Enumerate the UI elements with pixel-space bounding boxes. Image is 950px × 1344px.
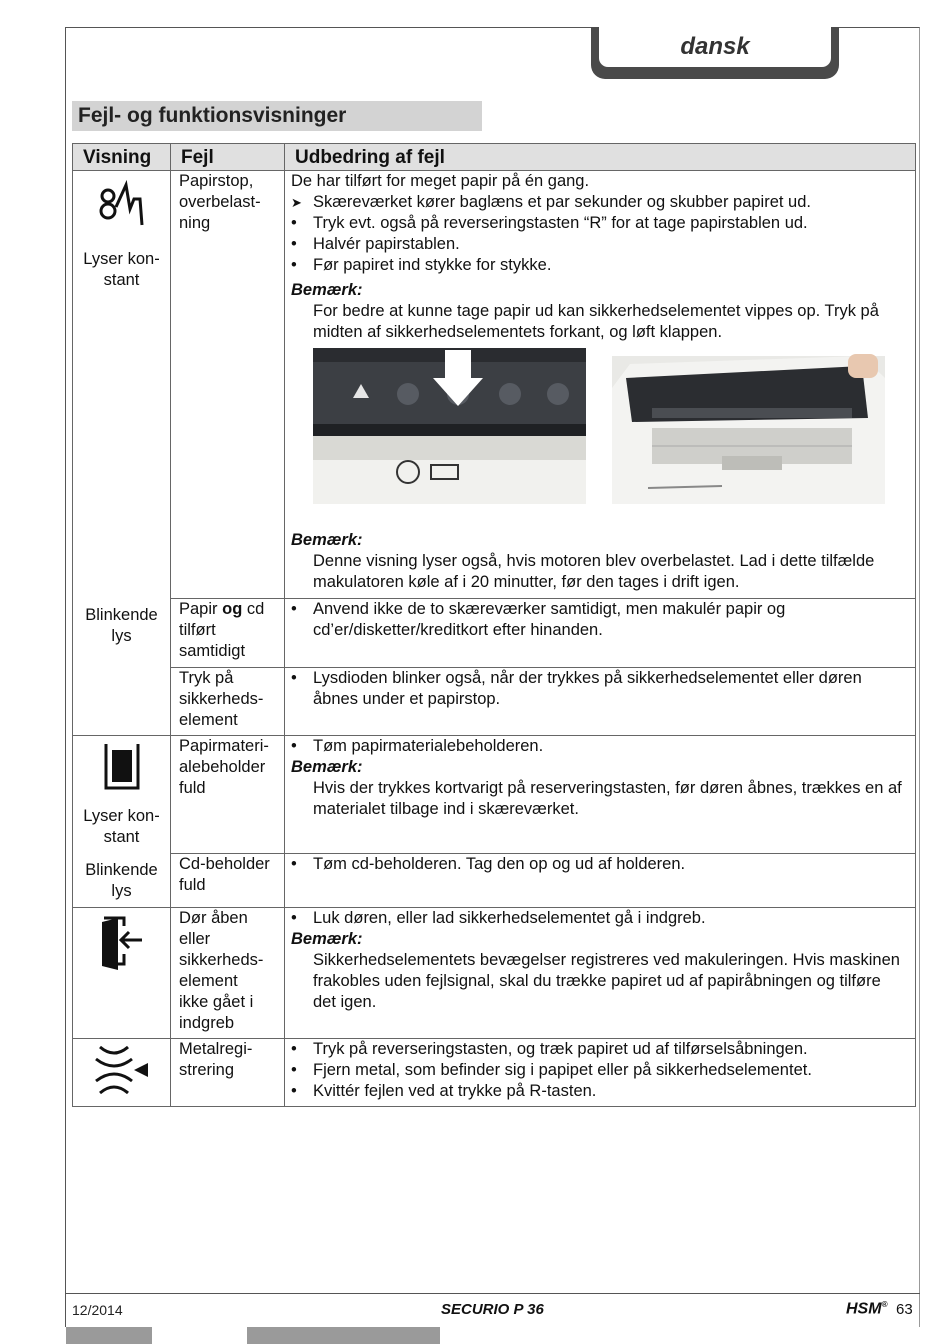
remedy-cell-cd: [285, 854, 916, 908]
table-row: [73, 854, 916, 908]
remedy-step: ➤ Skæreværket kører baglæns et par sekunder og skubber papiret ud.: [291, 192, 907, 213]
display-cell-metal: [73, 1039, 171, 1107]
note-label: Bemærk:: [291, 531, 363, 549]
note-label: Bemærk:: [291, 930, 363, 948]
language-tab-label: [599, 27, 831, 67]
footer-bar-left: [66, 1327, 152, 1344]
list-item: • Tøm cd-beholderen. Tag den op og ud af holderen.: [291, 854, 907, 875]
remedy-cell-metal: [285, 1039, 916, 1107]
list-item: • Kvittér fejlen ved at trykke på R-tasten.: [291, 1081, 907, 1102]
table-row: [73, 171, 916, 599]
footer-bar-middle: [247, 1327, 440, 1344]
list-item: • Fjern metal, som befinder sig i papipet eller på sikkerhedselementet.: [291, 1060, 907, 1081]
bin-full-icon: [102, 742, 142, 790]
error-cell-simultaneous: Papir og cd tilført samtidigt: [171, 599, 285, 668]
table-row: [73, 1039, 916, 1107]
table-row: [73, 908, 916, 1039]
state-label: Lyser kon- stant: [83, 807, 160, 846]
footer-model: SECURIO P 36: [441, 1301, 544, 1318]
error-cell-safety: Tryk på sikkerheds- element: [171, 668, 285, 736]
list-item: • Luk døren, eller lad sikkerhedselementet gå i indgreb.: [291, 908, 907, 929]
page-footer: [66, 1293, 920, 1328]
error-cell-door: Dør åben eller sikkerheds- element ikke gået i indgreb: [171, 908, 285, 1039]
header-fejl: Fejl: [171, 144, 285, 171]
table-row: [73, 599, 916, 668]
error-cell-metal: Metalregi- strering: [171, 1039, 285, 1107]
remedy-intro: De har tilført for meget papir på én gang.: [291, 172, 590, 190]
footer-page-number: 63: [896, 1301, 913, 1318]
note-text: Denne visning lyser også, hvis motoren blev overbelastet. Lad i dette tilfælde makulatoren køle af i 20 minutter, før den tages i drift igen.: [313, 552, 875, 591]
header-udbedring: Udbedring af fejl: [285, 144, 916, 171]
list-item: • Anvend ikke de to skæreværker samtidigt, men makulér papir og cd’er/disketter/kreditkort efter hinanden.: [291, 599, 907, 641]
list-item: • Tøm papirmaterialebeholderen.: [291, 736, 907, 757]
control-panel-photo: [313, 348, 586, 504]
remedy-cell-door: [285, 908, 916, 1039]
table-row: [73, 736, 916, 854]
safety-flap-photo: [612, 348, 885, 504]
display-cell-paperjam: [73, 171, 171, 736]
error-cell-paperjam: Papirstop, overbelast- ning: [171, 171, 285, 599]
table-row: [73, 668, 916, 736]
note-text: Sikkerhedselementets bevægelser registreres ved makuleringen. Hvis maskinen frakobles uden fejlsignal, skal du trække papiret ud af papiråbningen og tilføre det igen.: [313, 951, 900, 1011]
metal-detection-icon: [94, 1043, 150, 1095]
remedy-list: [291, 213, 907, 276]
error-table: [72, 143, 916, 1107]
section-title: Fejl- og funktionsvisninger: [72, 101, 482, 131]
list-item: • Lysdioden blinker også, når der trykkes på sikkerhedselementet eller døren åbnes under et papirstop.: [291, 668, 907, 710]
remedy-cell-simultaneous: [285, 599, 916, 668]
language-label: dansk: [680, 33, 750, 60]
remedy-cell-bin: [285, 736, 916, 854]
remedy-cell-safety: [285, 668, 916, 736]
table-header-row: [73, 144, 916, 171]
list-item: • Tryk evt. også på reverseringstasten “R” for at tage papirstablen ud.: [291, 213, 907, 234]
remedy-cell-paperjam: [285, 171, 916, 599]
state-label: Lyser kon- stant: [83, 250, 160, 289]
note-label: Bemærk:: [291, 758, 363, 776]
footer-brand: HSM®: [846, 1300, 888, 1318]
state-label-blink: Blinkende lys: [85, 861, 158, 900]
note-text: Hvis der trykkes kortvarigt på reserveringstasten, før døren åbnes, trækkes en af materialet tilbage ind i skæreværket.: [313, 779, 902, 818]
note-text: For bedre at kunne tage papir ud kan sikkerhedselementet vippes op. Tryk på midten af sikkerhedselementets forkant, og løft klappen.: [313, 302, 879, 341]
header-visning: Visning: [73, 144, 171, 171]
note-label: Bemærk:: [291, 281, 363, 299]
photo-row: [313, 348, 907, 504]
list-item: • Før papiret ind stykke for stykke.: [291, 255, 907, 276]
error-cell-bin: Papirmateri- alebeholder fuld: [171, 736, 285, 854]
paper-jam-icon: [94, 179, 150, 229]
footer-date: 12/2014: [72, 1302, 123, 1318]
display-cell-bin: [73, 736, 171, 908]
list-item: • Tryk på reverseringstasten, og træk papiret ud af tilførselsåbningen.: [291, 1039, 907, 1060]
display-cell-door: [73, 908, 171, 1039]
list-item: • Halvér papirstablen.: [291, 234, 907, 255]
door-open-icon: [98, 914, 146, 970]
error-cell-cd: Cd-beholder fuld: [171, 854, 285, 908]
state-label-blink: Blinkende lys: [85, 606, 158, 645]
